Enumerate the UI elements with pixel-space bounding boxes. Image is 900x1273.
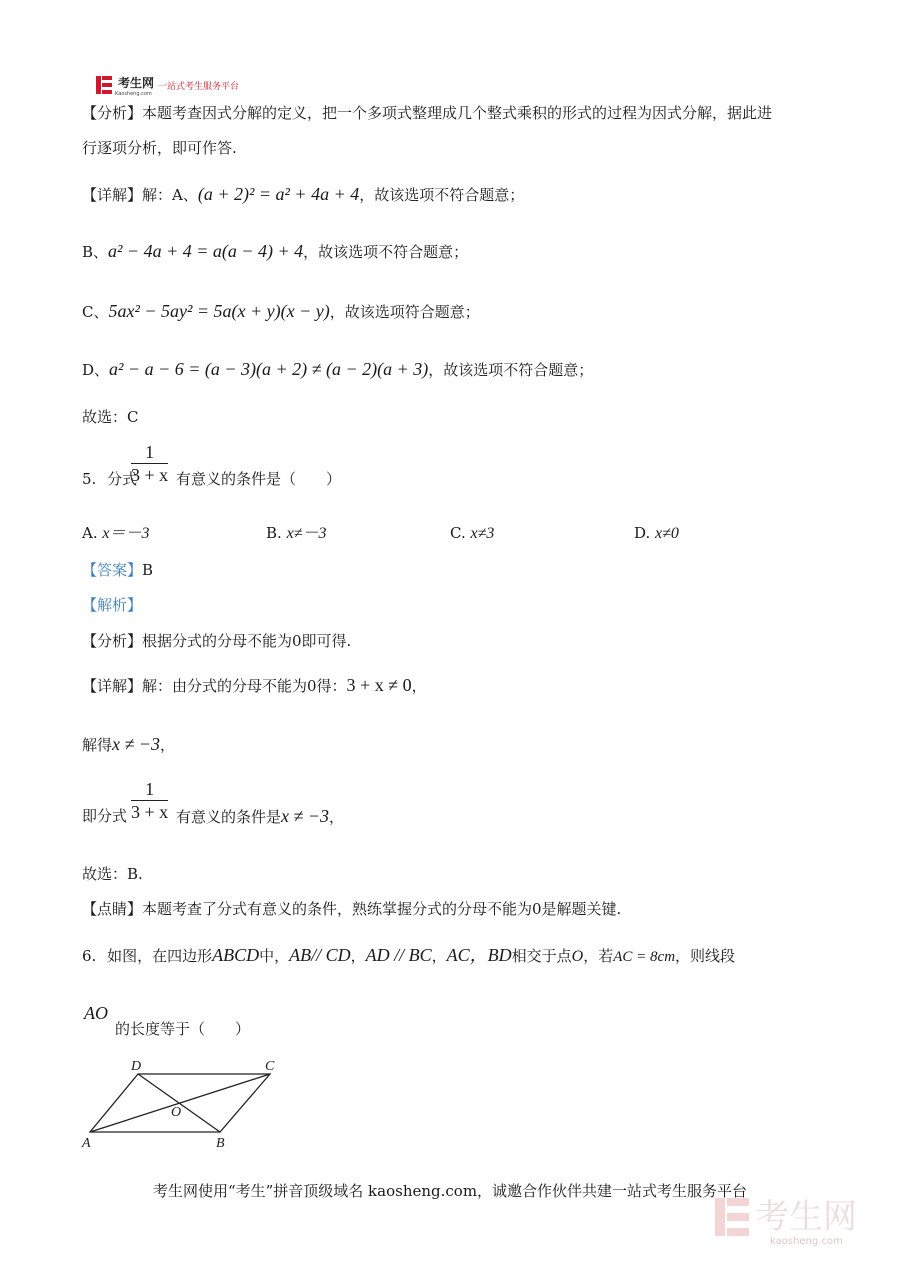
q4-c-math: 5ax² − 5ay² = 5a(x + y)(x − y) [108,301,330,321]
q5-answer: 【答案】B [82,561,154,579]
q5-conclusion-fraction: $\frac{1}{3 + x}$ [131,779,169,822]
logo-name: 考生网 [118,76,155,90]
q5-explain-tag: 【解析】 [82,596,143,614]
q5-stem: 5. 分式 [82,470,138,488]
watermark-sub: kaosheng.com [770,1236,843,1247]
watermark-text: 考生网 [755,1197,857,1237]
q4-d-math: a² − a − 6 = (a − 3)(a + 2) ≠ (a − 2)(a + 3) [109,359,429,379]
logo-slogan: 一站式考生服务平台 [158,81,240,92]
footer-text: 考生网使用“考生”拼音顶级域名 kaosheng.com，诚邀合作伙伴共建一站式考生服务平台 [152,1182,748,1200]
label-b: B [216,1136,225,1150]
q6-ao: AO [84,1003,108,1023]
q5-analysis: 【分析】根据分式的分母不能为0即可得. [82,632,352,650]
watermark [715,1198,857,1236]
q4-a-math: (a + 2)² = a² + 4a + 4 [197,184,360,204]
q4-b-math: a² − 4a + 4 = a(a − 4) + 4 [108,241,304,261]
q4-detail-a: 【详解】解：A、(a + 2)² = a² + 4a + 4，故该选项不符合题意； [82,184,525,204]
q5-number: 5. [82,470,97,488]
q6-stem: 6. 如图，在四边形ABCD中，AB// CD，AD // BC，AC，BD相交于点O，若AC = 8cm，则线段 [82,945,736,965]
q5-stem-suffix: 有意义的条件是（ ） [176,470,342,488]
header-logo [96,73,239,97]
q4-analysis-line1: 【分析】本题考查因式分解的定义，把一个多项式整理成几个整式乘积的形式的过程为因式分解，据此进 [82,104,773,122]
q6-parallelogram-figure [80,1055,290,1150]
q4-detail-d: D、a² − a − 6 = (a − 3)(a + 2) ≠ (a − 2)(a + 3)，故该选项不符合题意； [82,359,594,379]
q6-number: 6. [82,947,97,965]
q5-solve-math: x ≠ −3 [112,734,161,754]
q5-fraction: $\frac{1}{3 + x}$ [131,442,169,485]
watermark-logo-icon [715,1198,749,1236]
q5-solve: 解得x ≠ −3， [82,734,176,754]
q5-option-a[interactable]: A. x＝－3 [82,524,150,542]
label-a: A [82,1136,91,1150]
kaosheng-logo-icon [96,76,112,94]
q5-option-c[interactable]: C. x≠3 [450,524,495,542]
logo-domain: Kaosheng.com [115,91,152,97]
q5-option-d[interactable]: D. x≠0 [634,524,679,542]
q4-analysis-line2: 行逐项分析，即可作答. [82,139,237,157]
label-c: C [265,1059,275,1074]
label-o: O [171,1105,182,1120]
q4-detail-c: C、5ax² − 5ay² = 5a(x + y)(x − y)，故该选项符合题意； [82,301,480,321]
q4-choice: 故选：C [82,408,139,426]
q5-conclusion-prefix: 即分式 [82,807,128,825]
q5-conclusion: 有意义的条件是x ≠ −3， [176,806,345,826]
q5-detail: 【详解】解：由分式的分母不能为0得：3 + x ≠ 0， [82,675,427,695]
q6-stem-tail: 的长度等于（ ） [115,1020,251,1038]
diagonal-bd [138,1074,220,1132]
q5-detail-math: 3 + x ≠ 0 [346,675,412,695]
q5-choice: 故选：B. [82,865,143,883]
q5-option-b[interactable]: B. x≠－3 [266,524,327,542]
answer-tag: 【答案】 [82,561,143,579]
q5-comment: 【点睛】本题考查了分式有意义的条件，熟练掌握分式的分母不能为0是解题关键. [82,900,622,918]
q4-detail-b: B、a² − 4a + 4 = a(a − 4) + 4，故该选项不符合题意； [82,241,469,261]
label-d: D [131,1059,142,1074]
